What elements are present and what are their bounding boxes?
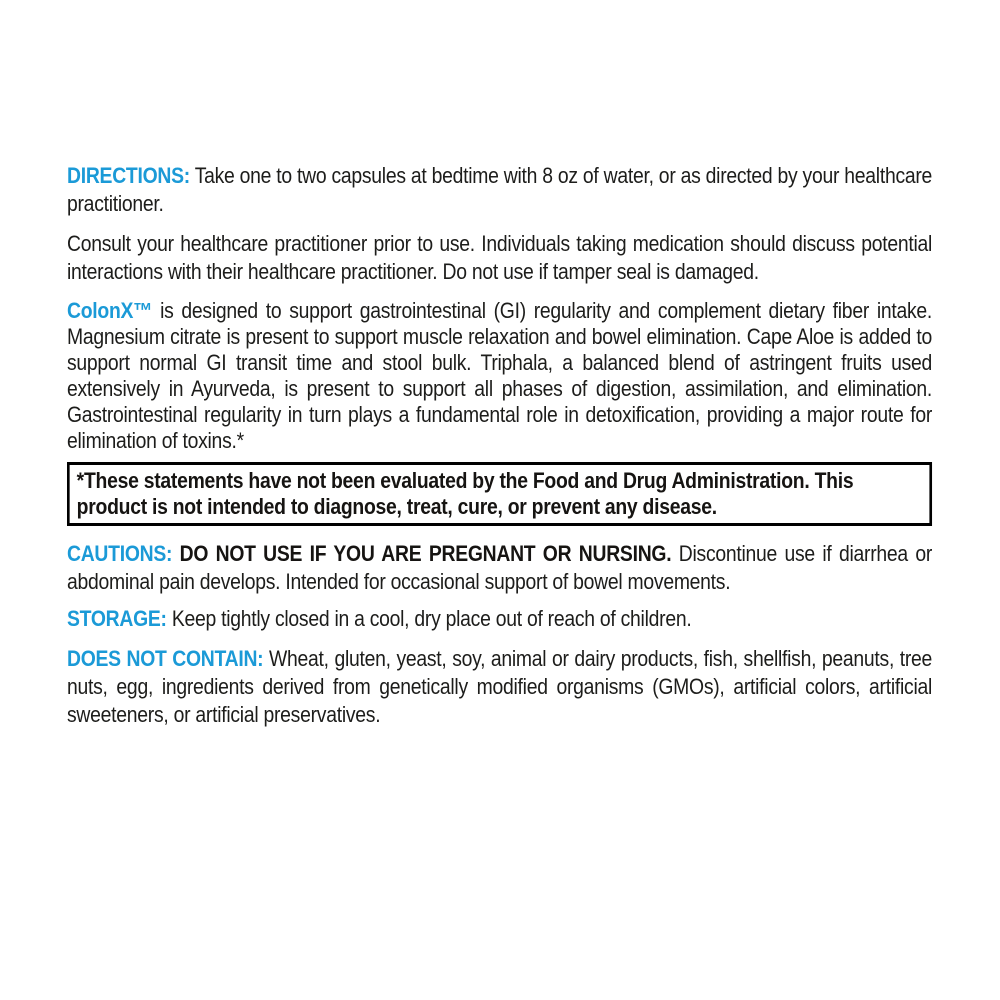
does-not-contain-paragraph [67,645,932,729]
cautions-heading: CAUTIONS: [67,541,173,566]
label-panel [67,162,932,729]
cautions-warning: DO NOT USE IF YOU ARE PREGNANT OR NURSING. [179,541,672,566]
storage-heading: STORAGE: [67,606,167,631]
cautions-body: Discontinue use if diarrhea or abdominal pain develops. Intended for occasional support of bowel movements. [67,541,933,594]
consult-paragraph [67,230,932,286]
fda-disclaimer-text: *These statements have not been evaluated by the Food and Drug Administration. This product is not intended to diagnose, treat, cure, or prevent any disease. [76,468,854,519]
storage-paragraph [67,605,932,633]
directions-body: Take one to two capsules at bedtime with 8 oz of water, or as directed by your healthcare practitioner. [67,163,933,216]
directions-paragraph [67,162,932,218]
product-description-body: is designed to support gastrointestinal (GI) regularity and complement dietary fiber intake. Magnesium citrate is present to support muscle relaxation and bowel elimination. Cape Aloe is added to support normal GI transit time and stool bulk. Triphala, a balanced blend of astringent fruits used extensively in Ayurveda, is present to support all phases of digestion, assimilation, and elimination. Gastrointestinal regularity in turn plays a fundamental role in detoxification, providing a major route for elimination of toxins.* [67,298,933,453]
cautions-paragraph [67,540,932,596]
storage-body: Keep tightly closed in a cool, dry place out of reach of children. [171,606,692,631]
product-description-paragraph [67,298,932,454]
brand-name: ColonX™ [67,298,153,323]
fda-disclaimer-box [67,462,932,526]
does-not-contain-body: Wheat, gluten, yeast, soy, animal or dairy products, fish, shellfish, peanuts, tree nuts, egg, ingredients derived from genetically modified organisms (GMOs), artificial colors, artificial sweeteners, or artificial preservatives. [67,646,933,727]
directions-heading: DIRECTIONS: [67,163,190,188]
consult-body: Consult your healthcare practitioner prior to use. Individuals taking medication should discuss potential interactions with their healthcare practitioner. Do not use if tamper seal is damaged. [67,231,933,284]
does-not-contain-heading: DOES NOT CONTAIN: [67,646,264,671]
